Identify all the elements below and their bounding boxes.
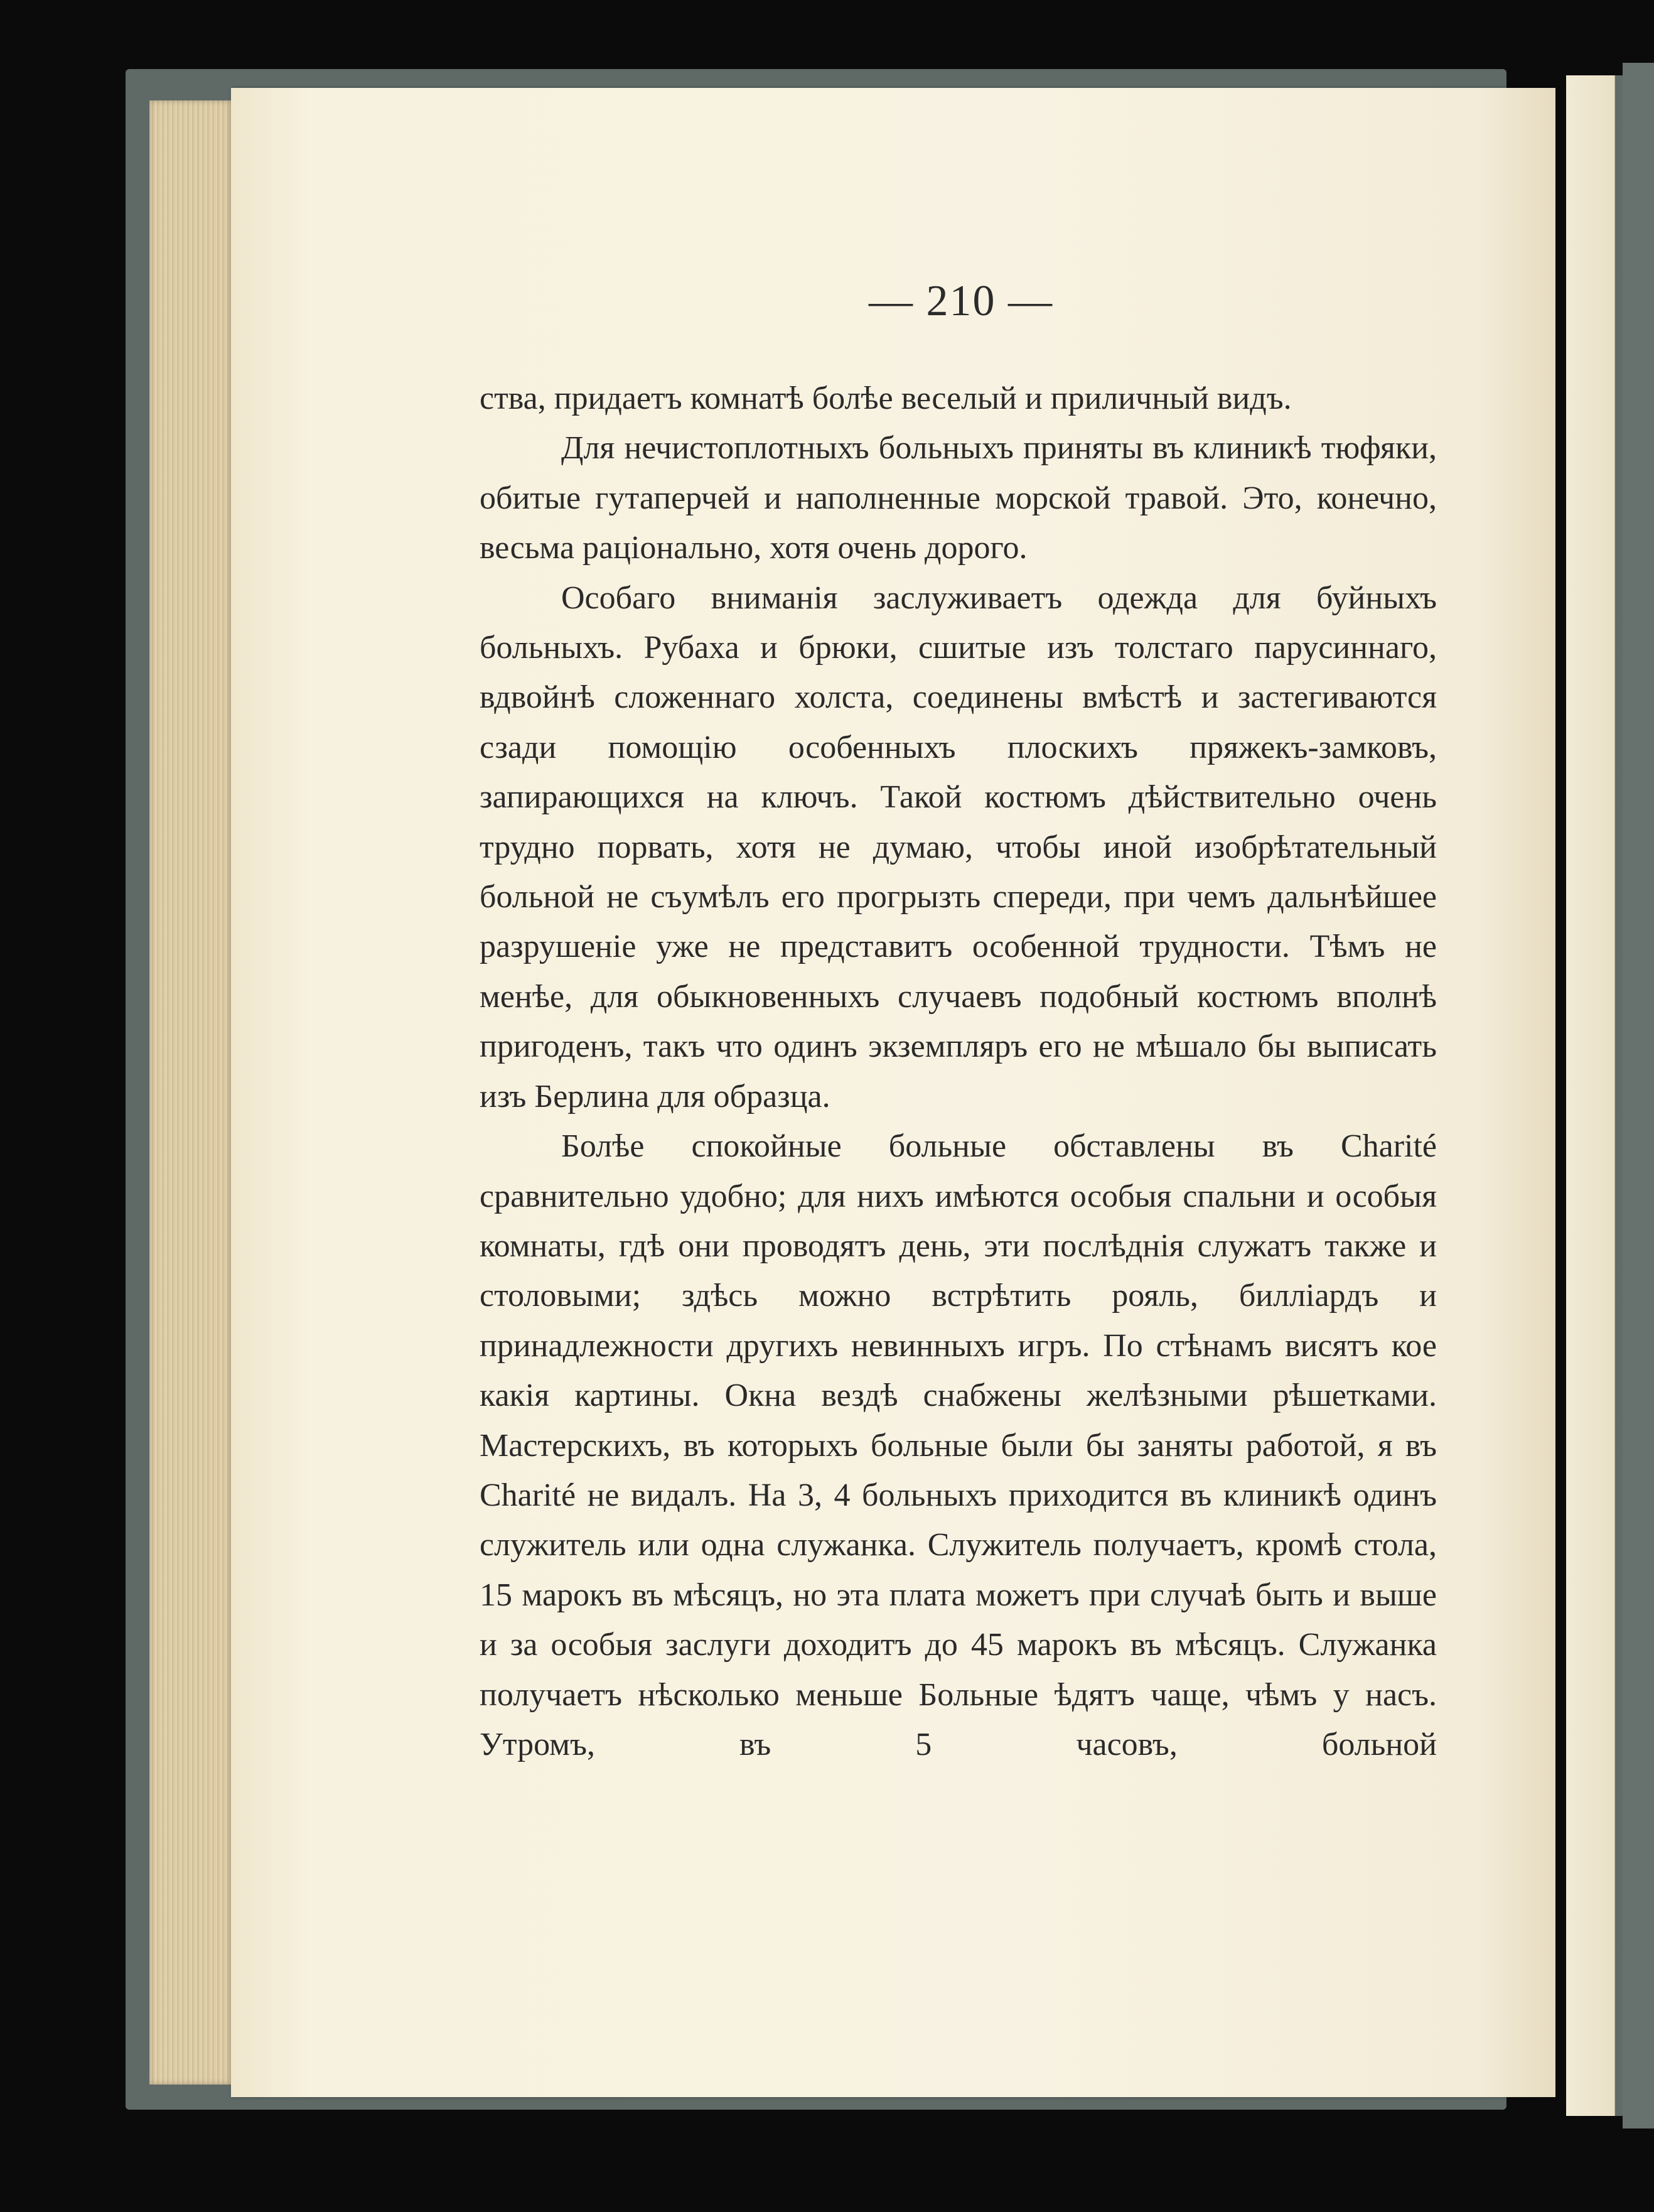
page-body-text <box>480 374 1437 1769</box>
adjacent-book-cover <box>1623 63 1654 2128</box>
page-number: — 210 — <box>869 277 1053 325</box>
paragraph-calm-patients: Болѣе спокойные больные обставлены въ Charité сравнительно удобно; для нихъ имѣются особыя спальни и особыя комнаты, гдѣ они проводятъ день, эти послѣднія служатъ также и столовыми; здѣсь можно встрѣтить рояль, билліардъ и принадлежности другихъ невинныхъ игръ. По стѣнамъ висятъ кое какія картины. Окна вездѣ снабжены желѣзными рѣшетками. Мастерскихъ, въ которыхъ больные были бы заняты работой, я въ Charité не видалъ. На 3, 4 больныхъ приходится въ клиникѣ одинъ служитель или одна служанка. Служитель получаетъ, кромѣ стола, 15 марокъ въ мѣсяцъ, но эта плата можетъ при случаѣ быть и выше и за особыя заслуги доходитъ до 45 марокъ въ мѣсяцъ. Служанка получаетъ нѣсколько меньше Больные ѣдятъ чаще, чѣмъ у насъ. Утромъ, въ 5 часовъ, больной <box>480 1128 1437 1762</box>
paragraph-continuation: ства, придаетъ комнатѣ болѣе веселый и приличный видъ. <box>480 380 1292 416</box>
page-edges <box>149 100 231 2085</box>
paragraph-clothing: Особаго вниманія заслуживаетъ одежда для буйныхъ больныхъ. Рубаха и брюки, сшитые изъ толстаго парусиннаго, вдвойнѣ сложеннаго холста, соединены вмѣстѣ и застегиваются сзади помощію особенныхъ плоскихъ пряжекъ-замковъ, запирающихся на ключъ. Такой костюмъ дѣйствительно очень трудно порвать, хотя не думаю, чтобы иной изобрѣтательный больной не съумѣлъ его прогрызть спереди, при чемъ дальнѣйшее разрушеніе уже не представитъ особенной трудности. Тѣмъ не менѣе, для обыкновенныхъ случаевъ подобный костюмъ вполнѣ пригоденъ, такъ что одинъ экземпляръ его не мѣшало бы выписать изъ Берлина для образца. <box>480 580 1437 1114</box>
paragraph-mattresses: Для нечистоплотныхъ больныхъ приняты въ клиникѣ тюфяки, обитые гутаперчей и наполненные морской травой. Это, конечно, весьма раціонально, хотя очень дорого. <box>480 430 1437 566</box>
